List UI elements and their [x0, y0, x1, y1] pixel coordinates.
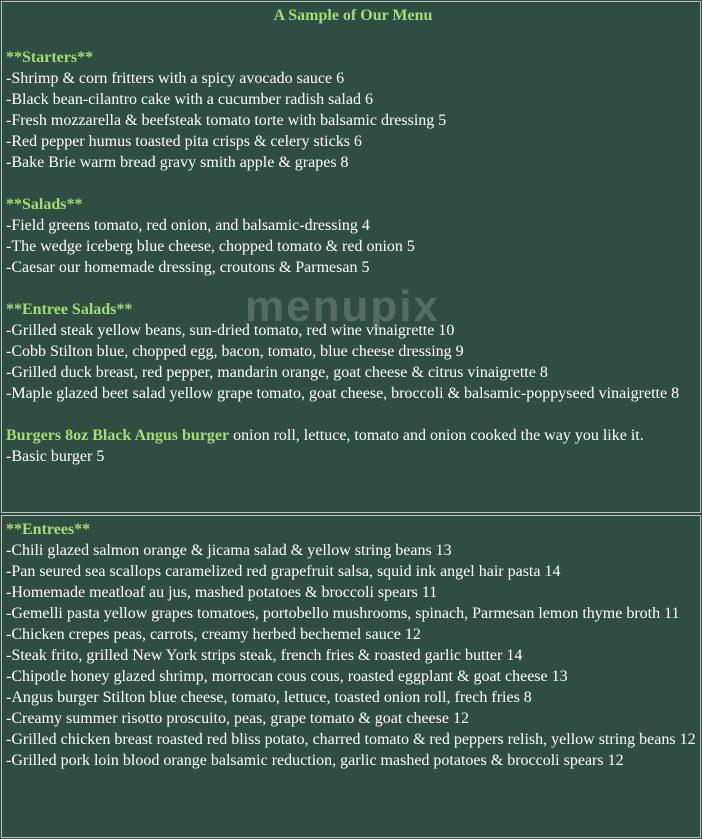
burgers-description: onion roll, lettuce, tomato and onion cooked the way you like it.: [229, 427, 644, 444]
entree-salads-heading: **Entree Salads**: [6, 301, 133, 318]
entree-salad-item: -Maple glazed beet salad yellow grape tomato, goat cheese, broccoli & balsamic-poppyseed vinaigrette 8: [6, 385, 680, 402]
starter-item: -Bake Brie warm bread gravy smith apple & grapes 8: [6, 154, 349, 171]
entree-item: -Chili glazed salmon orange & jicama salad & yellow string beans 13: [6, 542, 452, 559]
salad-item: -Field greens tomato, red onion, and balsamic-dressing 4: [6, 217, 370, 234]
starter-item: -Black bean-cilantro cake with a cucumber radish salad 6: [6, 91, 373, 108]
section-gap: [6, 173, 700, 194]
entree-item: -Chicken crepes peas, carrots, creamy herbed bechemel sauce 12: [6, 626, 421, 643]
section-gap: [6, 404, 700, 425]
burgers-heading: Burgers 8oz Black Angus burger: [6, 427, 230, 444]
entree-item: -Creamy summer risotto proscuito, peas, grape tomato & goat cheese 12: [6, 710, 469, 727]
salads-heading: **Salads**: [6, 196, 83, 213]
entree-item: -Grilled pork loin blood orange balsamic reduction, garlic mashed potatoes & broccoli spears 12: [6, 752, 624, 769]
salad-item: -Caesar our homemade dressing, croutons & Parmesan 5: [6, 259, 370, 276]
entree-item: -Angus burger Stilton blue cheese, tomato, lettuce, toasted onion roll, frech fries 8: [6, 689, 532, 706]
entree-item: -Gemelli pasta yellow grapes tomatoes, portobello mushrooms, spinach, Parmesan lemon thyme broth 11: [6, 605, 680, 622]
entree-item: -Homemade meatloaf au jus, mashed potatoes & broccoli spears 11: [6, 584, 438, 601]
entree-item: -Grilled chicken breast roasted red bliss potato, charred tomato & red peppers relish, yellow string beans 12: [6, 731, 696, 748]
menu-panel-bottom: [1, 515, 701, 838]
entree-salad-item: -Grilled duck breast, red pepper, mandarin orange, goat cheese & citrus vinaigrette 8: [6, 364, 548, 381]
entree-item: -Chipotle honey glazed shrimp, morrocan cous cous, roasted eggplant & goat cheese 13: [6, 668, 568, 685]
burger-item: -Basic burger 5: [6, 448, 105, 465]
entree-item: -Pan seured sea scallops caramelized red grapefruit salsa, squid ink angel hair pasta 14: [6, 563, 561, 580]
menu-panel-top: [1, 1, 701, 513]
entree-item: -Steak frito, grilled New York strips steak, french fries & roasted garlic butter 14: [6, 647, 523, 664]
section-gap: [6, 278, 700, 299]
entrees-heading: **Entrees**: [6, 521, 91, 538]
menu-title: A Sample of Our Menu: [273, 7, 433, 24]
salad-item: -The wedge iceberg blue cheese, chopped tomato & red onion 5: [6, 238, 415, 255]
starter-item: -Shrimp & corn fritters with a spicy avocado sauce 6: [6, 70, 345, 87]
burgers-line: [6, 425, 700, 446]
starters-heading: **Starters**: [6, 49, 94, 66]
starter-item: -Red pepper humus toasted pita crisps & celery sticks 6: [6, 133, 362, 150]
entree-salad-item: -Cobb Stilton blue, chopped egg, bacon, tomato, blue cheese dressing 9: [6, 343, 464, 360]
starter-item: -Fresh mozzarella & beefsteak tomato torte with balsamic dressing 5: [6, 112, 447, 129]
entree-salad-item: -Grilled steak yellow beans, sun-dried tomato, red wine vinaigrette 10: [6, 322, 455, 339]
